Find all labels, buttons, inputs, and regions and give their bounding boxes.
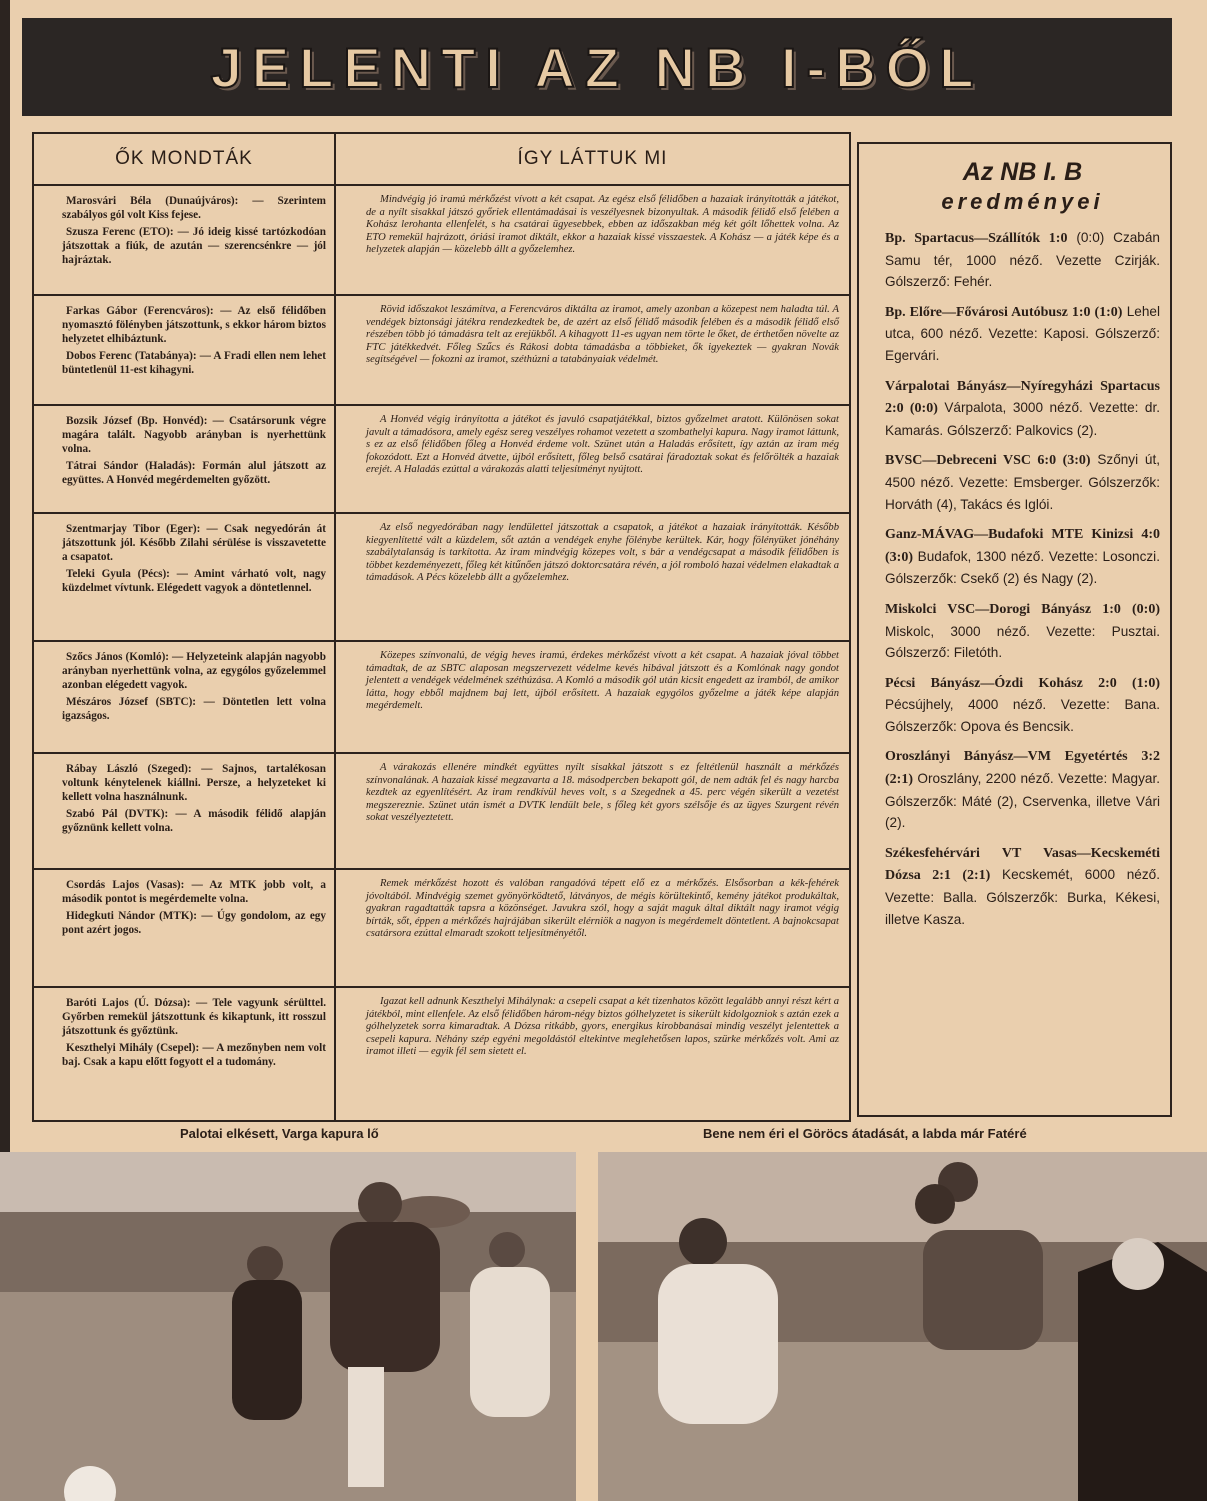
photo-right: [598, 1152, 1207, 1501]
quote-text: Mészáros József (SBTC): — Döntetlen lett volna igazságos.: [62, 696, 326, 722]
quote-text: Bozsik József (Bp. Honvéd): — Csatársorunk végre magára talált. Nagyobb arányban is nyerhettünk volna.: [62, 415, 326, 455]
result-match: Várpalotai Bányász—Nyíregyházi Spartacus 2:0 (0:0): [885, 378, 1160, 417]
saw-column-header: ÍGY LÁTTUK MI: [336, 134, 849, 186]
match-reports-table: [32, 132, 851, 1122]
report-text: Rövid időszakot leszámítva, a Ferencváros diktálta az iramot, amely azonban a közepest nem haladta túl. A vendégek biztonsági játékra rendezkedtek be, de azért az első félidő második felében és a második félidő első részében több jó támadásra telt az erejükből. A kihagyott 11-es ugyan nem törte le őket, de érthetően növelte az FTC játékkedvét. Főleg Szűcs és Rákosi dobta támadásba a többieket, ők igyekeztek — gyakran Novák segítségével — fokozni az iramot, széthúzni a tatabányaiak védelmét.: [366, 304, 839, 366]
photo-right-illustration: [598, 1152, 1207, 1501]
result-entry: [885, 842, 1160, 930]
result-details: (0:0) Czabán Samu tér, 1000 néző. Vezette Czirják. Gólszerző: Fehér.: [885, 230, 1160, 290]
quote-text: Hidegkuti Nándor (MTK): — Úgy gondolom, az egy pont azért jogos.: [62, 910, 326, 936]
result-entry: [885, 301, 1160, 367]
result-entry: [885, 672, 1160, 738]
said-quotes-cell: [34, 406, 334, 514]
result-details: Lehel utca, 600 néző. Vezette: Kaposi. Gólszerző: Egervári.: [885, 303, 1161, 363]
saw-column: [336, 134, 849, 1120]
match-report-cell: [336, 186, 849, 296]
result-match: Oroszlányi Bányász—VM Egyetértés 3:2 (2:1): [885, 749, 1160, 788]
report-text: Mindvégig jó iramú mérkőzést vívott a két csapat. Az egész első félidőben a hazaiak irányították a játékot, de a nyílt sisakkal játszó győriek ellentámadásai is veszélyesnek bizonyultak. A második félidő első felében a Kohász lerohanta ellenfelét, s ha csatárai ügyesebbek, ebben az időszakban még két gólt lőhettek volna. Az ETO remekül hajrázott, óriási iramot diktált, ekkor a hazaiak kissé visszaestek. A Kohász — a játék képe és a helyzetek alapján — közelebb állt a győzelemhez.: [366, 194, 839, 256]
photo-left: [0, 1152, 576, 1501]
match-report-cell: [336, 988, 849, 1097]
match-report-cell: [336, 642, 849, 754]
match-report-cell: [336, 870, 849, 988]
nb1b-results-box: [857, 142, 1172, 1117]
quote-text: Tátrai Sándor (Haladás): Formán alul játszott az együttes. A Honvéd megérdemelten győzött.: [62, 460, 326, 486]
quote-text: Szusza Ferenc (ETO): — Jó ideig kissé tartózkodóan játszottak a fiúk, de azután — szerencsénkre — jól hajráztak.: [62, 226, 326, 266]
results-title: Az NB I. B: [962, 158, 1083, 186]
page-title: JELENTI AZ NB I-BŐL: [210, 35, 984, 99]
report-text: Igazat kell adnunk Keszthelyi Mihálynak: a csepeli csapat a két tizenhatos között legalább annyi részt kért a játékból, mint ellenfele. Az első félidőben három-négy biztos gólhelyzetet is sikerült kidolgozniok s aztán ezek a gólhelyzetek sorra kimaradtak. A Dózsa ritkább, gyors, energikus kirobbanásai mindig veszélyt jelentettek a csepeli kapura. Néhány szép egyéni megoldástól eltekintve meglehetősen lapos, szürke mérkőzés volt. Ami az iramot illeti — egyik fél sem sietett el.: [366, 996, 839, 1058]
result-details: Kecskemét, 6000 néző. Vezette: Balla. Gólszerzők: Burka, Kékesi, illetve Kasza.: [885, 867, 1160, 927]
results-subtitle: eredményei: [941, 189, 1104, 214]
result-details: Pécsújhely, 4000 néző. Vezette: Bana. Gólszerzők: Opova és Bencsik.: [885, 697, 1160, 734]
quote-text: Baróti Lajos (Ú. Dózsa): — Tele vagyunk sérülttel. Győrben remekül játszottunk és kikaptunk, itt rosszul játszottunk és győztünk.: [62, 997, 326, 1037]
result-entry: [885, 449, 1160, 515]
said-quotes-cell: [34, 870, 334, 988]
photo-caption-left: Palotai elkésett, Varga kapura lő: [180, 1126, 379, 1141]
result-details: Várpalota, 3000 néző. Vezette: dr. Kamarás. Gólszerző: Palkovics (2).: [885, 400, 1161, 438]
said-quotes-cell: [34, 988, 334, 1097]
quote-text: Szőcs János (Komló): — Helyzeteink alapján nagyobb arányban nyerhettünk volna, az egygólos győzelemmel azonban elégedett vagyok.: [62, 651, 326, 691]
result-entry: [885, 227, 1160, 293]
result-match: Székesfehérvári VT Vasas—Kecskeméti Dózsa 2:1 (2:1): [885, 845, 1160, 884]
said-quotes-cell: [34, 296, 334, 406]
result-match: Bp. Spartacus—Szállítók 1:0: [885, 231, 1068, 246]
said-quotes-cell: [34, 642, 334, 754]
said-column: [34, 134, 336, 1120]
photo-caption-right: Bene nem éri el Göröcs átadását, a labda már Fatéré: [703, 1126, 1027, 1141]
result-details: Oroszlány, 2200 néző. Vezette: Magyar. Gólszerzők: Máté (2), Cservenka, illetve Vári (2).: [885, 771, 1160, 831]
said-quotes-cell: [34, 514, 334, 642]
match-report-cell: [336, 754, 849, 870]
quote-text: Farkas Gábor (Ferencváros): — Az első félidőben nyomasztó fölényben játszottunk, s ekkor három biztos helyzetet elhibáztunk.: [62, 305, 326, 345]
report-text: Közepes színvonalú, de végig heves iramú, érdekes mérkőzést vívott a két csapat. A hazaiak jóval többet támadtak, de az SBTC alaposan megszervezett védelme kevés hibával játszott és a Komlónak nagy gondot jelentett a vendégek védelmének széthúzása. A Komló a második gól után kicsit engedett az iramból, de amikor látta, hogy ebből majdnem baj lett, újból erősített. A hazaiak egygólos győzelme a játék képe alapján megérdemelt.: [366, 650, 839, 712]
quote-text: Teleki Gyula (Pécs): — Amint várható volt, nagy küzdelmet vívtunk. Elégedett vagyok a döntetlennel.: [62, 568, 326, 594]
quote-text: Keszthelyi Mihály (Csepel): — A mezőnyben nem volt baj. Csak a kapu előtt fogyott el a tudomány.: [62, 1042, 326, 1068]
result-match: Pécsi Bányász—Ózdi Kohász 2:0 (1:0): [885, 675, 1160, 691]
photo-left-illustration: [0, 1152, 576, 1501]
report-text: Remek mérkőzést hozott és valóban rangadóvá tépett elő ez a mérkőzés. Elsősorban a kék-fehérek jóvoltából. Mindvégig szemet gyönyörködtető, látványos, de mégis körültekintő, kemény játékot produkáltak, gyakran ragadtatták tapsra a közönséget. Javukra szól, hogy a saját maguk által diktált nagy iramot végig bírták, sőt, éppen a mérkőzés hajrájában sikerült elérniök a nagyon is megérdemelt döntetlent. A bajnokcsapat csatársora ezúttal elmaradt szokott teljesítményétől.: [366, 878, 839, 940]
result-entry: [885, 745, 1160, 833]
result-entry: [885, 598, 1160, 664]
result-match: Ganz-MÁVAG—Budafoki MTE Kinizsi 4:0 (3:0): [885, 527, 1160, 565]
quote-text: Rábay László (Szeged): — Sajnos, tartalékosan voltunk kénytelenek kiállni. Persze, a helyzeteket ki kellett volna használnunk.: [62, 763, 326, 803]
result-entry: [885, 523, 1160, 590]
match-report-cell: [336, 406, 849, 514]
said-quotes-cell: [34, 754, 334, 870]
quote-text: Szentmarjay Tibor (Eger): — Csak negyedórán át játszottunk jól. Később Zilahi sérülése is visszavetette a csapatot.: [62, 523, 326, 563]
result-match: BVSC—Debreceni VSC 6:0 (3:0): [885, 453, 1091, 469]
match-report-cell: [336, 514, 849, 642]
quote-text: Marosvári Béla (Dunaújváros): — Szerintem szabályos gól volt Kiss fejese.: [62, 195, 326, 221]
result-match: Bp. Előre—Fővárosi Autóbusz 1:0 (1:0): [885, 304, 1123, 320]
quote-text: Csordás Lajos (Vasas): — Az MTK jobb volt, a második pontot is megérdemelte volna.: [62, 879, 326, 905]
report-text: A Honvéd végig irányította a játékot és javuló csapatjátékkal, biztos győzelmet aratott. Különösen sokat javult a támadósora, amely egész sereg veszélyes rohamot vezetett a szombathelyi kapura. Nagy iramot láttunk, s ez az első félidőben főleg a Honvéd érdeme volt. Szünet után a Haladás erősített, így aztán az iram még fokozódott. Ezt a Honvéd átvette, újból erősített, főleg belső csatárai fáradoztak sokat és felőrölték a hazaiak erejét. A Haladás ezúttal a várakozás alatti teljesítményt nyújtott.: [366, 414, 839, 476]
match-report-cell: [336, 296, 849, 406]
said-column-header: ŐK MONDTÁK: [34, 134, 334, 186]
result-details: Miskolc, 3000 néző. Vezette: Pusztai. Gólszerző: Filetóth.: [885, 623, 1160, 661]
result-match: Miskolci VSC—Dorogi Bányász 1:0 (0:0): [885, 601, 1160, 617]
result-details: Szőnyi út, 4500 néző. Vezette: Emsberger. Gólszerzők: Horváth (4), Takács és Iglói.: [885, 452, 1160, 512]
result-details: Budafok, 1300 néző. Vezette: Losonczi. Gólszerzők: Csekő (2) és Nagy (2).: [885, 548, 1160, 587]
quote-text: Szabó Pál (DVTK): — A második félidő alapján győznünk kellett volna.: [62, 808, 326, 834]
result-entry: [885, 375, 1160, 442]
report-text: Az első negyedórában nagy lendülettel játszottak a csapatok, a játékot a hazaiak irányították. Később kiegyenlítetté vált a küzdelem, sőt aztán a vendégek enyhe fölénybe kerültek. Kár, hogy fölényüket jónéhány szabálytalanság is tarkította. Az iram mindvégig közepes volt, s bár a vendégcsapat a második félidőben is többet kezdeményezett, főleg két kitűnően játszó doktorcsatára révén, a jól romboló hazai védelmen elakadtak a támadások. A Pécs közelebb állt a győzelemhez.: [366, 522, 839, 584]
header-banner: [22, 18, 1172, 116]
said-quotes-cell: [34, 186, 334, 296]
quote-text: Dobos Ferenc (Tatabánya): — A Fradi ellen nem lehet büntetlenül 11-est kihagyni.: [62, 350, 326, 376]
report-text: A várakozás ellenére mindkét együttes nyílt sisakkal játszott s ez feltétlenül használt a mérkőzés színvonalának. A hazaiak kissé megzavarta a 18. másodpercben bekapott gól, de nem adták fel és nagy harcba kezdtek az egyenlítésért. Az iram rendkívül heves volt, s a Szegednek a 45. perc végén sikerült a vezetést megszereznie. Szünet után ismét a DVTK lendült bele, s főleg két gyors szélsője és az ügyes Szurgent révén sokat veszélyeztetett.: [366, 762, 839, 824]
